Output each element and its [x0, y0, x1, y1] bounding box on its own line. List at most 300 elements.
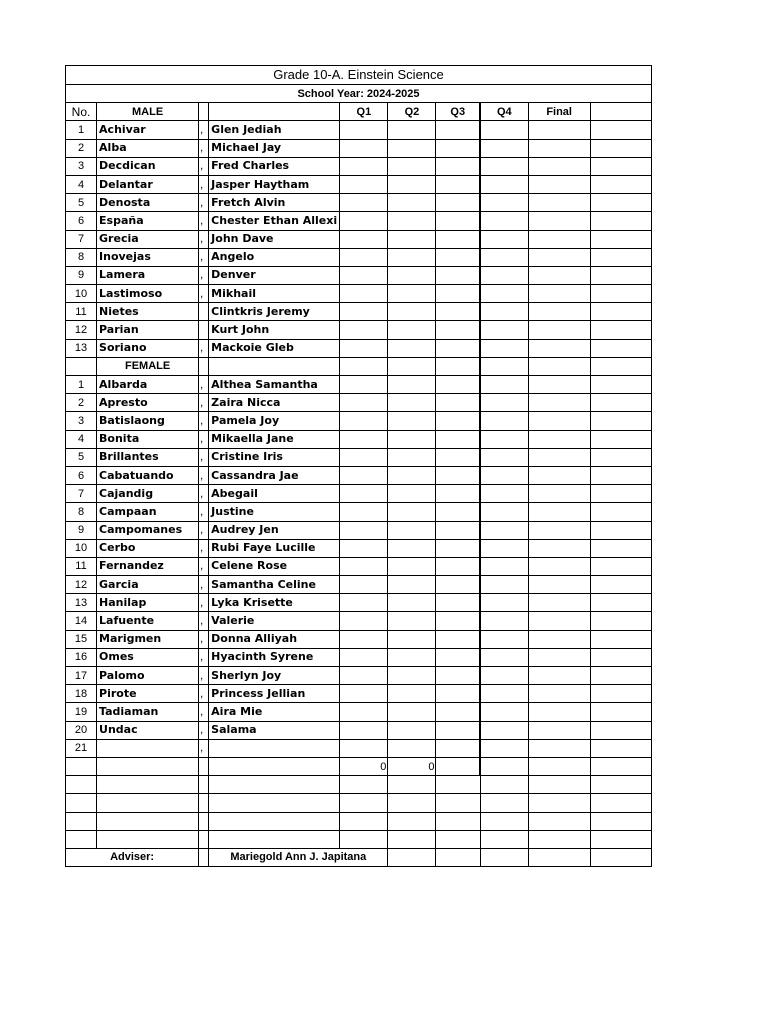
- grade-final-cell[interactable]: [528, 557, 590, 575]
- first-name[interactable]: Cassandra Jae: [209, 466, 340, 484]
- last-name[interactable]: Grecia: [97, 230, 199, 248]
- grade-q3-cell[interactable]: [436, 303, 480, 321]
- last-name[interactable]: Bonita: [97, 430, 199, 448]
- grade-q2-cell[interactable]: [388, 321, 436, 339]
- grade-extra-cell[interactable]: [590, 594, 651, 612]
- empty-cell[interactable]: [590, 830, 651, 848]
- grade-extra-cell[interactable]: [590, 703, 651, 721]
- grade-q4-cell[interactable]: [480, 248, 528, 266]
- grade-q4-cell[interactable]: [480, 448, 528, 466]
- grade-q1-cell[interactable]: [340, 430, 388, 448]
- grade-final-cell[interactable]: [528, 339, 590, 357]
- grade-final-cell[interactable]: [528, 503, 590, 521]
- grade-extra-cell[interactable]: [590, 648, 651, 666]
- grade-extra-cell[interactable]: [590, 448, 651, 466]
- first-name[interactable]: Angelo: [209, 248, 340, 266]
- first-name[interactable]: [209, 739, 340, 757]
- grade-q4-cell[interactable]: [480, 576, 528, 594]
- grade-q3-cell[interactable]: [436, 230, 480, 248]
- grade-final-cell[interactable]: [528, 285, 590, 303]
- grade-q2-cell[interactable]: [388, 576, 436, 594]
- grade-q2-cell[interactable]: [388, 612, 436, 630]
- grade-q3-cell[interactable]: [436, 630, 480, 648]
- grade-extra-cell[interactable]: [590, 175, 651, 193]
- grade-final-cell[interactable]: [528, 466, 590, 484]
- grade-q3-cell[interactable]: [436, 576, 480, 594]
- grade-q2-cell[interactable]: [388, 721, 436, 739]
- grade-q3-cell[interactable]: [436, 321, 480, 339]
- grade-q1-cell[interactable]: [340, 739, 388, 757]
- grade-q1-cell[interactable]: [340, 539, 388, 557]
- grade-q2-cell[interactable]: [388, 175, 436, 193]
- grade-final-cell[interactable]: [528, 485, 590, 503]
- first-name[interactable]: Lyka Krisette: [209, 594, 340, 612]
- first-name[interactable]: Althea Samantha: [209, 376, 340, 394]
- empty-cell[interactable]: [199, 776, 209, 794]
- grade-extra-cell[interactable]: [590, 576, 651, 594]
- empty-cell[interactable]: [66, 812, 97, 830]
- grade-q1-cell[interactable]: [340, 448, 388, 466]
- grade-extra-cell[interactable]: [590, 685, 651, 703]
- grade-q3-cell[interactable]: [436, 430, 480, 448]
- last-name[interactable]: Lafuente: [97, 612, 199, 630]
- grade-q4-cell[interactable]: [480, 685, 528, 703]
- empty-cell[interactable]: [528, 830, 590, 848]
- grade-final-cell[interactable]: [528, 521, 590, 539]
- grade-extra-cell[interactable]: [590, 521, 651, 539]
- grade-extra-cell[interactable]: [590, 194, 651, 212]
- grade-q3-cell[interactable]: [436, 685, 480, 703]
- empty-cell[interactable]: [590, 776, 651, 794]
- grade-q4-cell[interactable]: [480, 139, 528, 157]
- grade-q1-cell[interactable]: [340, 576, 388, 594]
- first-name[interactable]: Justine: [209, 503, 340, 521]
- last-name[interactable]: Campaan: [97, 503, 199, 521]
- grade-q1-cell[interactable]: [340, 230, 388, 248]
- grade-final-cell[interactable]: [528, 648, 590, 666]
- grade-final-cell[interactable]: [528, 576, 590, 594]
- grade-extra-cell[interactable]: [590, 503, 651, 521]
- grade-final-cell[interactable]: [528, 376, 590, 394]
- grade-q2-cell[interactable]: [388, 430, 436, 448]
- grade-q2-cell[interactable]: [388, 521, 436, 539]
- grade-q1-cell[interactable]: [340, 376, 388, 394]
- grade-q2-cell[interactable]: [388, 230, 436, 248]
- grade-extra-cell[interactable]: [590, 285, 651, 303]
- grade-q3-cell[interactable]: [436, 667, 480, 685]
- grade-q2-cell[interactable]: [388, 121, 436, 139]
- grade-q4-cell[interactable]: [480, 721, 528, 739]
- grade-q3-cell[interactable]: [436, 139, 480, 157]
- first-name[interactable]: Mikhail: [209, 285, 340, 303]
- empty-cell[interactable]: [97, 812, 199, 830]
- last-name[interactable]: Garcia: [97, 576, 199, 594]
- grade-extra-cell[interactable]: [590, 539, 651, 557]
- grade-extra-cell[interactable]: [590, 721, 651, 739]
- grade-final-cell[interactable]: [528, 412, 590, 430]
- grade-q2-cell[interactable]: [388, 139, 436, 157]
- last-name[interactable]: Omes: [97, 648, 199, 666]
- grade-q3-cell[interactable]: [436, 157, 480, 175]
- grade-q4-cell[interactable]: [480, 539, 528, 557]
- grade-q4-cell[interactable]: [480, 667, 528, 685]
- grade-q3-cell[interactable]: [436, 412, 480, 430]
- grade-q3-cell[interactable]: [436, 194, 480, 212]
- last-name[interactable]: Cabatuando: [97, 466, 199, 484]
- empty-cell[interactable]: [480, 776, 528, 794]
- first-name[interactable]: Mackoie Gleb: [209, 339, 340, 357]
- grade-q3-cell[interactable]: [436, 557, 480, 575]
- grade-q4-cell[interactable]: [480, 430, 528, 448]
- grade-final-cell[interactable]: [528, 248, 590, 266]
- grade-final-cell[interactable]: [528, 430, 590, 448]
- grade-final-cell[interactable]: [528, 667, 590, 685]
- empty-cell[interactable]: [97, 794, 199, 812]
- last-name[interactable]: Albarda: [97, 376, 199, 394]
- last-name[interactable]: Batislaong: [97, 412, 199, 430]
- first-name[interactable]: Celene Rose: [209, 557, 340, 575]
- empty-cell[interactable]: [209, 830, 340, 848]
- grade-q4-cell[interactable]: [480, 630, 528, 648]
- empty-cell[interactable]: [97, 830, 199, 848]
- grade-q1-cell[interactable]: [340, 612, 388, 630]
- empty-cell[interactable]: [388, 794, 436, 812]
- last-name[interactable]: Parian: [97, 321, 199, 339]
- last-name[interactable]: Hanilap: [97, 594, 199, 612]
- last-name[interactable]: Inovejas: [97, 248, 199, 266]
- grade-q3-cell[interactable]: [436, 448, 480, 466]
- grade-q3-cell[interactable]: [436, 594, 480, 612]
- grade-q2-cell[interactable]: [388, 667, 436, 685]
- grade-extra-cell[interactable]: [590, 630, 651, 648]
- grade-q4-cell[interactable]: [480, 612, 528, 630]
- grade-q3-cell[interactable]: [436, 721, 480, 739]
- grade-extra-cell[interactable]: [590, 430, 651, 448]
- grade-q4-cell[interactable]: [480, 521, 528, 539]
- grade-q2-cell[interactable]: [388, 194, 436, 212]
- first-name[interactable]: Salama: [209, 721, 340, 739]
- grade-q1-cell[interactable]: [340, 175, 388, 193]
- first-name[interactable]: Fred Charles: [209, 157, 340, 175]
- empty-cell[interactable]: [436, 812, 480, 830]
- grade-final-cell[interactable]: [528, 121, 590, 139]
- first-name[interactable]: Denver: [209, 266, 340, 284]
- grade-q1-cell[interactable]: [340, 321, 388, 339]
- first-name[interactable]: Valerie: [209, 612, 340, 630]
- grade-q1-cell[interactable]: [340, 703, 388, 721]
- first-name[interactable]: John Dave: [209, 230, 340, 248]
- grade-q1-cell[interactable]: [340, 412, 388, 430]
- grade-q4-cell[interactable]: [480, 485, 528, 503]
- grade-q1-cell[interactable]: [340, 303, 388, 321]
- grade-q3-cell[interactable]: [436, 175, 480, 193]
- first-name[interactable]: Michael Jay: [209, 139, 340, 157]
- first-name[interactable]: Chester Ethan Allexi: [209, 212, 340, 230]
- first-name[interactable]: Pamela Joy: [209, 412, 340, 430]
- grade-q3-cell[interactable]: [436, 376, 480, 394]
- grade-q1-cell[interactable]: [340, 266, 388, 284]
- last-name[interactable]: [97, 739, 199, 757]
- last-name[interactable]: Delantar: [97, 175, 199, 193]
- empty-cell[interactable]: [66, 776, 97, 794]
- grade-extra-cell[interactable]: [590, 230, 651, 248]
- grade-q1-cell[interactable]: [340, 285, 388, 303]
- grade-q4-cell[interactable]: [480, 266, 528, 284]
- first-name[interactable]: Donna Alliyah: [209, 630, 340, 648]
- grade-q3-cell[interactable]: [436, 466, 480, 484]
- grade-q1-cell[interactable]: [340, 339, 388, 357]
- last-name[interactable]: Denosta: [97, 194, 199, 212]
- grade-q4-cell[interactable]: [480, 466, 528, 484]
- first-name[interactable]: Rubi Faye Lucille: [209, 539, 340, 557]
- grade-q4-cell[interactable]: [480, 194, 528, 212]
- last-name[interactable]: Lastimoso: [97, 285, 199, 303]
- grade-q2-cell[interactable]: [388, 157, 436, 175]
- grade-extra-cell[interactable]: [590, 466, 651, 484]
- grade-final-cell[interactable]: [528, 703, 590, 721]
- grade-q2-cell[interactable]: [388, 266, 436, 284]
- grade-q3-cell[interactable]: [436, 648, 480, 666]
- empty-cell[interactable]: [97, 776, 199, 794]
- grade-q4-cell[interactable]: [480, 394, 528, 412]
- last-name[interactable]: Cajandig: [97, 485, 199, 503]
- grade-q1-cell[interactable]: [340, 466, 388, 484]
- grade-final-cell[interactable]: [528, 685, 590, 703]
- grade-q1-cell[interactable]: [340, 557, 388, 575]
- grade-q1-cell[interactable]: [340, 157, 388, 175]
- grade-q1-cell[interactable]: [340, 721, 388, 739]
- grade-q2-cell[interactable]: [388, 212, 436, 230]
- grade-q2-cell[interactable]: [388, 485, 436, 503]
- first-name[interactable]: Hyacinth Syrene: [209, 648, 340, 666]
- first-name[interactable]: Sherlyn Joy: [209, 667, 340, 685]
- last-name[interactable]: Palomo: [97, 667, 199, 685]
- first-name[interactable]: Cristine Iris: [209, 448, 340, 466]
- grade-extra-cell[interactable]: [590, 339, 651, 357]
- first-name[interactable]: Fretch Alvin: [209, 194, 340, 212]
- grade-q2-cell[interactable]: [388, 630, 436, 648]
- grade-q4-cell[interactable]: [480, 321, 528, 339]
- grade-final-cell[interactable]: [528, 212, 590, 230]
- grade-final-cell[interactable]: [528, 194, 590, 212]
- grade-q4-cell[interactable]: [480, 230, 528, 248]
- grade-extra-cell[interactable]: [590, 212, 651, 230]
- grade-extra-cell[interactable]: [590, 157, 651, 175]
- grade-q2-cell[interactable]: [388, 648, 436, 666]
- grade-q4-cell[interactable]: [480, 703, 528, 721]
- grade-q1-cell[interactable]: [340, 194, 388, 212]
- empty-cell[interactable]: [66, 830, 97, 848]
- grade-extra-cell[interactable]: [590, 248, 651, 266]
- last-name[interactable]: Apresto: [97, 394, 199, 412]
- empty-cell[interactable]: [209, 812, 340, 830]
- grade-q3-cell[interactable]: [436, 248, 480, 266]
- last-name[interactable]: Pirote: [97, 685, 199, 703]
- last-name[interactable]: Undac: [97, 721, 199, 739]
- grade-q1-cell[interactable]: [340, 630, 388, 648]
- grade-final-cell[interactable]: [528, 539, 590, 557]
- grade-q3-cell[interactable]: [436, 539, 480, 557]
- grade-q2-cell[interactable]: [388, 248, 436, 266]
- grade-q2-cell[interactable]: [388, 466, 436, 484]
- grade-q4-cell[interactable]: [480, 339, 528, 357]
- last-name[interactable]: España: [97, 212, 199, 230]
- grade-q1-cell[interactable]: [340, 685, 388, 703]
- grade-q3-cell[interactable]: [436, 521, 480, 539]
- empty-cell[interactable]: [199, 794, 209, 812]
- first-name[interactable]: Glen Jediah: [209, 121, 340, 139]
- grade-q3-cell[interactable]: [436, 485, 480, 503]
- empty-cell[interactable]: [480, 812, 528, 830]
- grade-q4-cell[interactable]: [480, 648, 528, 666]
- empty-cell[interactable]: [209, 794, 340, 812]
- grade-q1-cell[interactable]: [340, 667, 388, 685]
- empty-cell[interactable]: [340, 812, 388, 830]
- grade-extra-cell[interactable]: [590, 739, 651, 757]
- grade-q2-cell[interactable]: [388, 394, 436, 412]
- empty-cell[interactable]: [480, 794, 528, 812]
- grade-q1-cell[interactable]: [340, 521, 388, 539]
- empty-cell[interactable]: [388, 776, 436, 794]
- grade-q1-cell[interactable]: [340, 485, 388, 503]
- grade-final-cell[interactable]: [528, 266, 590, 284]
- grade-q4-cell[interactable]: [480, 503, 528, 521]
- empty-cell[interactable]: [528, 776, 590, 794]
- grade-q4-cell[interactable]: [480, 285, 528, 303]
- grade-q1-cell[interactable]: [340, 648, 388, 666]
- empty-cell[interactable]: [528, 794, 590, 812]
- first-name[interactable]: Zaira Nicca: [209, 394, 340, 412]
- empty-cell[interactable]: [590, 794, 651, 812]
- grade-extra-cell[interactable]: [590, 557, 651, 575]
- grade-q2-cell[interactable]: [388, 685, 436, 703]
- grade-q4-cell[interactable]: [480, 212, 528, 230]
- grade-q4-cell[interactable]: [480, 175, 528, 193]
- grade-q2-cell[interactable]: [388, 303, 436, 321]
- grade-q2-cell[interactable]: [388, 448, 436, 466]
- grade-q1-cell[interactable]: [340, 394, 388, 412]
- first-name[interactable]: Princess Jellian: [209, 685, 340, 703]
- last-name[interactable]: Campomanes: [97, 521, 199, 539]
- empty-cell[interactable]: [199, 830, 209, 848]
- grade-q4-cell[interactable]: [480, 557, 528, 575]
- grade-q4-cell[interactable]: [480, 303, 528, 321]
- grade-q2-cell[interactable]: [388, 539, 436, 557]
- grade-extra-cell[interactable]: [590, 394, 651, 412]
- last-name[interactable]: Marigmen: [97, 630, 199, 648]
- grade-q1-cell[interactable]: [340, 212, 388, 230]
- last-name[interactable]: Brillantes: [97, 448, 199, 466]
- grade-extra-cell[interactable]: [590, 139, 651, 157]
- grade-final-cell[interactable]: [528, 303, 590, 321]
- grade-q2-cell[interactable]: [388, 703, 436, 721]
- grade-final-cell[interactable]: [528, 157, 590, 175]
- grade-extra-cell[interactable]: [590, 303, 651, 321]
- grade-q3-cell[interactable]: [436, 212, 480, 230]
- grade-q4-cell[interactable]: [480, 121, 528, 139]
- grade-extra-cell[interactable]: [590, 321, 651, 339]
- empty-cell[interactable]: [209, 776, 340, 794]
- grade-q3-cell[interactable]: [436, 739, 480, 757]
- grade-q2-cell[interactable]: [388, 339, 436, 357]
- grade-q4-cell[interactable]: [480, 594, 528, 612]
- grade-q2-cell[interactable]: [388, 594, 436, 612]
- grade-q3-cell[interactable]: [436, 503, 480, 521]
- empty-cell[interactable]: [436, 794, 480, 812]
- grade-final-cell[interactable]: [528, 739, 590, 757]
- empty-cell[interactable]: [66, 794, 97, 812]
- grade-q3-cell[interactable]: [436, 394, 480, 412]
- first-name[interactable]: Abegail: [209, 485, 340, 503]
- grade-final-cell[interactable]: [528, 394, 590, 412]
- last-name[interactable]: Tadiaman: [97, 703, 199, 721]
- empty-cell[interactable]: [340, 794, 388, 812]
- first-name[interactable]: Aira Mie: [209, 703, 340, 721]
- grade-extra-cell[interactable]: [590, 121, 651, 139]
- grade-extra-cell[interactable]: [590, 412, 651, 430]
- grade-final-cell[interactable]: [528, 594, 590, 612]
- grade-extra-cell[interactable]: [590, 612, 651, 630]
- empty-cell[interactable]: [340, 776, 388, 794]
- grade-q3-cell[interactable]: [436, 612, 480, 630]
- last-name[interactable]: Lamera: [97, 266, 199, 284]
- grade-q1-cell[interactable]: [340, 121, 388, 139]
- empty-cell[interactable]: [480, 830, 528, 848]
- grade-q4-cell[interactable]: [480, 739, 528, 757]
- grade-q3-cell[interactable]: [436, 703, 480, 721]
- grade-q4-cell[interactable]: [480, 157, 528, 175]
- empty-cell[interactable]: [528, 812, 590, 830]
- empty-cell[interactable]: [388, 812, 436, 830]
- grade-q2-cell[interactable]: [388, 739, 436, 757]
- last-name[interactable]: Achivar: [97, 121, 199, 139]
- grade-final-cell[interactable]: [528, 230, 590, 248]
- first-name[interactable]: Audrey Jen: [209, 521, 340, 539]
- empty-cell[interactable]: [199, 812, 209, 830]
- first-name[interactable]: Samantha Celine: [209, 576, 340, 594]
- last-name[interactable]: Cerbo: [97, 539, 199, 557]
- grade-final-cell[interactable]: [528, 721, 590, 739]
- last-name[interactable]: Soriano: [97, 339, 199, 357]
- first-name[interactable]: Mikaella Jane: [209, 430, 340, 448]
- grade-q1-cell[interactable]: [340, 503, 388, 521]
- grade-q2-cell[interactable]: [388, 557, 436, 575]
- grade-q1-cell[interactable]: [340, 594, 388, 612]
- grade-final-cell[interactable]: [528, 448, 590, 466]
- grade-q3-cell[interactable]: [436, 339, 480, 357]
- last-name[interactable]: Decdican: [97, 157, 199, 175]
- grade-extra-cell[interactable]: [590, 266, 651, 284]
- grade-q1-cell[interactable]: [340, 248, 388, 266]
- grade-q4-cell[interactable]: [480, 376, 528, 394]
- last-name[interactable]: Alba: [97, 139, 199, 157]
- grade-q2-cell[interactable]: [388, 412, 436, 430]
- empty-cell[interactable]: [340, 830, 388, 848]
- grade-q4-cell[interactable]: [480, 412, 528, 430]
- last-name[interactable]: Fernandez: [97, 557, 199, 575]
- grade-q2-cell[interactable]: [388, 503, 436, 521]
- empty-cell[interactable]: [436, 776, 480, 794]
- empty-cell[interactable]: [388, 830, 436, 848]
- grade-q3-cell[interactable]: [436, 285, 480, 303]
- grade-extra-cell[interactable]: [590, 376, 651, 394]
- grade-q2-cell[interactable]: [388, 376, 436, 394]
- last-name[interactable]: Nietes: [97, 303, 199, 321]
- empty-cell[interactable]: [436, 830, 480, 848]
- grade-final-cell[interactable]: [528, 612, 590, 630]
- grade-final-cell[interactable]: [528, 630, 590, 648]
- grade-q2-cell[interactable]: [388, 285, 436, 303]
